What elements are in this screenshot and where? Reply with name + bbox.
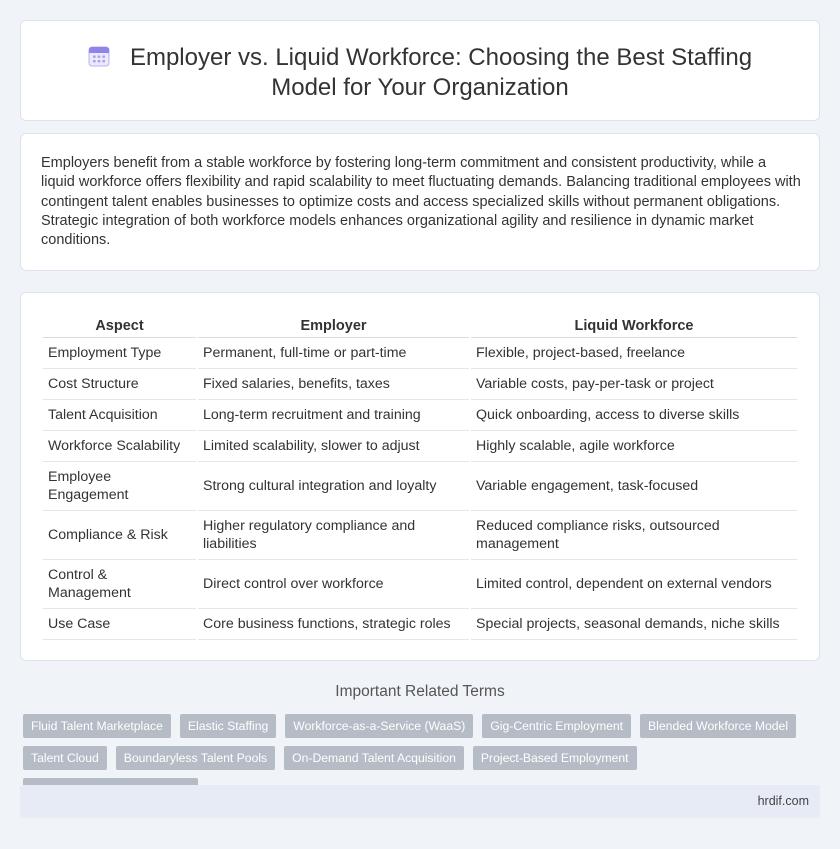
related-term-tag[interactable]: On-Demand Talent Acquisition: [284, 746, 464, 770]
header-liquid-workforce: Liquid Workforce: [471, 315, 797, 338]
related-term-tag[interactable]: Boundaryless Talent Pools: [116, 746, 275, 770]
intro-card: [20, 133, 820, 271]
intro-paragraph: Employers benefit from a stable workforce by fostering long-term commitment and consistent productivity, while a liquid workforce offers flexibility and rapid scalability to meet fluctuating demands. Balancing traditional employees with contingent talent enables businesses to optimize costs and access specialized skills without permanent obligations. Strategic integration of both workforce models enhances organizational agility and resilience in dynamic market conditions.: [41, 155, 801, 249]
calendar-icon: [88, 45, 110, 67]
cell-liquid: Variable engagement, task-focused: [471, 462, 797, 511]
table-row: [43, 338, 797, 369]
related-term-tag[interactable]: Blended Workforce Model: [640, 714, 796, 738]
comparison-table: [41, 315, 799, 640]
comparison-card: [20, 292, 820, 661]
cell-employer: Fixed salaries, benefits, taxes: [198, 369, 469, 400]
cell-aspect: Control & Management: [43, 560, 196, 609]
cell-liquid: Limited control, dependent on external vendors: [471, 560, 797, 609]
table-header-row: [43, 315, 797, 338]
cell-liquid: Highly scalable, agile workforce: [471, 431, 797, 462]
cell-liquid: Reduced compliance risks, outsourced management: [471, 511, 797, 560]
page-title-wrap: [21, 43, 819, 103]
cell-employer: Permanent, full-time or part-time: [198, 338, 469, 369]
cell-aspect: Use Case: [43, 609, 196, 640]
table-row: [43, 400, 797, 431]
cell-aspect: Employee Engagement: [43, 462, 196, 511]
related-terms-title: Important Related Terms: [335, 683, 505, 700]
page-title: Employer vs. Liquid Workforce: Choosing the Best Staffing Model for Your Organization: [129, 44, 753, 101]
cell-employer: Higher regulatory compliance and liabilities: [198, 511, 469, 560]
title-card: [20, 20, 820, 121]
related-term-tag[interactable]: Talent Cloud: [23, 746, 107, 770]
table-row: [43, 609, 797, 640]
table-row: [43, 462, 797, 511]
cell-aspect: Employment Type: [43, 338, 196, 369]
header-aspect: Aspect: [43, 315, 196, 338]
header-employer: Employer: [198, 315, 469, 338]
cell-employer: Limited scalability, slower to adjust: [198, 431, 469, 462]
cell-aspect: Compliance & Risk: [43, 511, 196, 560]
cell-employer: Strong cultural integration and loyalty: [198, 462, 469, 511]
table-row: [43, 431, 797, 462]
related-term-tag[interactable]: Fluid Talent Marketplace: [23, 714, 171, 738]
related-term-tag[interactable]: Workforce-as-a-Service (WaaS): [285, 714, 473, 738]
cell-liquid: Flexible, project-based, freelance: [471, 338, 797, 369]
cell-aspect: Cost Structure: [43, 369, 196, 400]
cell-employer: Direct control over workforce: [198, 560, 469, 609]
related-term-tag[interactable]: Project-Based Employment: [473, 746, 637, 770]
cell-liquid: Quick onboarding, access to diverse skills: [471, 400, 797, 431]
cell-aspect: Talent Acquisition: [43, 400, 196, 431]
cell-aspect: Workforce Scalability: [43, 431, 196, 462]
cell-employer: Long-term recruitment and training: [198, 400, 469, 431]
table-row: [43, 511, 797, 560]
related-term-tag[interactable]: Elastic Staffing: [180, 714, 276, 738]
cell-liquid: Variable costs, pay-per-task or project: [471, 369, 797, 400]
footer-site-link[interactable]: hrdif.com: [757, 794, 809, 808]
cell-employer: Core business functions, strategic roles: [198, 609, 469, 640]
cell-liquid: Special projects, seasonal demands, niche skills: [471, 609, 797, 640]
footer-bar: [20, 785, 820, 818]
related-term-tag[interactable]: Gig-Centric Employment: [482, 714, 631, 738]
table-row: [43, 369, 797, 400]
table-row: [43, 560, 797, 609]
